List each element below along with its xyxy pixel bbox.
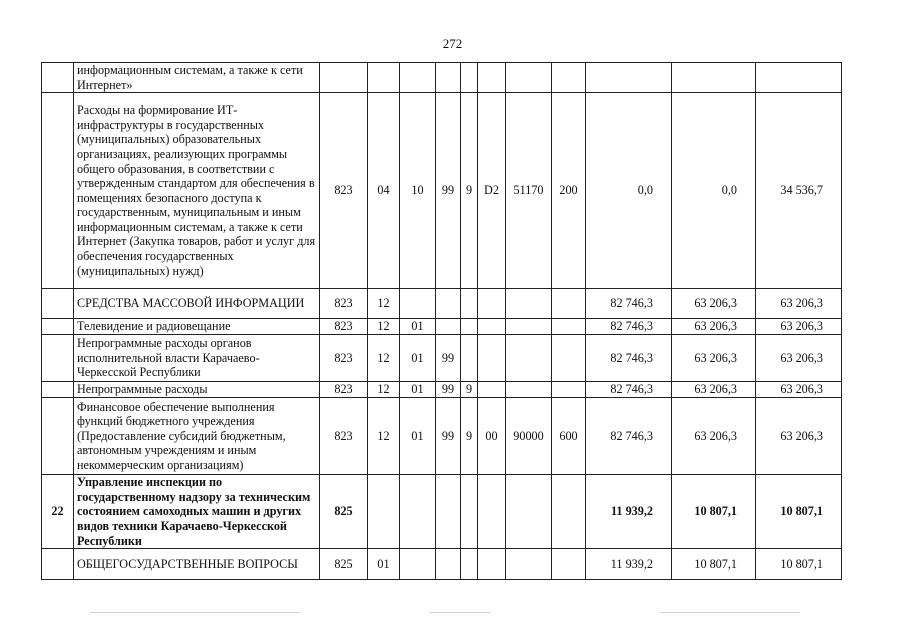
target-article-part-2 [461,63,478,93]
target-article-part-3: D2 [478,93,506,289]
subsection-code: 01 [400,398,436,475]
amount-year-1: 11 939,2 [586,549,672,580]
grbs-code: 825 [320,475,368,549]
target-article-part-2 [461,335,478,382]
target-article-part-1 [436,319,461,335]
amount-year-1: 0,0 [586,93,672,289]
amount-year-2 [672,63,756,93]
target-article-part-1 [436,63,461,93]
table-row [42,93,842,289]
table-body [42,63,842,580]
table-row [42,63,842,93]
amount-year-1: 82 746,3 [586,319,672,335]
target-article-part-1 [436,549,461,580]
target-article-part-3 [478,63,506,93]
grbs-code: 825 [320,549,368,580]
row-name: ОБЩЕГОСУДАРСТВЕННЫЕ ВОПРОСЫ [74,549,320,580]
amount-year-1: 82 746,3 [586,289,672,319]
target-article-part-4 [506,382,552,398]
expense-type-code: 600 [552,398,586,475]
amount-year-2: 63 206,3 [672,335,756,382]
target-article-part-4 [506,335,552,382]
row-number [42,335,74,382]
section-code: 12 [368,335,400,382]
scan-line [430,612,490,613]
row-name: Телевидение и радиовещание [74,319,320,335]
section-code: 01 [368,549,400,580]
amount-year-2: 63 206,3 [672,382,756,398]
grbs-code: 823 [320,319,368,335]
target-article-part-2 [461,549,478,580]
target-article-part-3 [478,475,506,549]
target-article-part-4: 51170 [506,93,552,289]
subsection-code [400,63,436,93]
table-row [42,335,842,382]
amount-year-3: 63 206,3 [756,398,842,475]
section-code: 12 [368,382,400,398]
grbs-code [320,63,368,93]
row-name: информационным системам, а также к сети Интернет» [74,63,320,93]
amount-year-3: 10 807,1 [756,549,842,580]
table-row [42,475,842,549]
section-code: 12 [368,319,400,335]
target-article-part-2: 9 [461,93,478,289]
target-article-part-3 [478,382,506,398]
target-article-part-1: 99 [436,398,461,475]
scan-line [90,612,300,613]
row-number: 22 [42,475,74,549]
target-article-part-3 [478,335,506,382]
target-article-part-3: 00 [478,398,506,475]
subsection-code [400,289,436,319]
amount-year-3: 63 206,3 [756,382,842,398]
target-article-part-3 [478,289,506,319]
row-name: Непрограммные расходы органов исполнительной власти Карачаево-Черкесской Республики [74,335,320,382]
budget-table [41,62,842,580]
amount-year-2: 0,0 [672,93,756,289]
row-number [42,382,74,398]
target-article-part-4 [506,475,552,549]
amount-year-1: 11 939,2 [586,475,672,549]
row-name: СРЕДСТВА МАССОВОЙ ИНФОРМАЦИИ [74,289,320,319]
row-number [42,63,74,93]
target-article-part-4 [506,319,552,335]
amount-year-1: 82 746,3 [586,335,672,382]
subsection-code [400,475,436,549]
grbs-code: 823 [320,398,368,475]
expense-type-code [552,475,586,549]
amount-year-1: 82 746,3 [586,398,672,475]
row-name: Финансовое обеспечение выполнения функций бюджетного учреждения (Предоставление субсидий бюджетным, автономным учреждениям и иным некоммерческим организациям) [74,398,320,475]
section-code: 04 [368,93,400,289]
table-row [42,382,842,398]
target-article-part-2: 9 [461,398,478,475]
amount-year-1: 82 746,3 [586,382,672,398]
target-article-part-2: 9 [461,382,478,398]
target-article-part-4 [506,63,552,93]
subsection-code: 10 [400,93,436,289]
row-number [42,93,74,289]
grbs-code: 823 [320,335,368,382]
target-article-part-2 [461,289,478,319]
amount-year-3: 63 206,3 [756,289,842,319]
section-code [368,63,400,93]
section-code: 12 [368,289,400,319]
expense-type-code [552,319,586,335]
amount-year-3 [756,63,842,93]
amount-year-3: 63 206,3 [756,319,842,335]
grbs-code: 823 [320,382,368,398]
amount-year-2: 63 206,3 [672,398,756,475]
target-article-part-1: 99 [436,93,461,289]
row-name: Непрограммные расходы [74,382,320,398]
target-article-part-1 [436,289,461,319]
expense-type-code [552,63,586,93]
table-row [42,319,842,335]
grbs-code: 823 [320,289,368,319]
section-code: 12 [368,398,400,475]
amount-year-3: 34 536,7 [756,93,842,289]
amount-year-2: 63 206,3 [672,319,756,335]
row-number [42,398,74,475]
subsection-code: 01 [400,335,436,382]
amount-year-3: 10 807,1 [756,475,842,549]
row-name: Расходы на формирование ИТ-инфраструктуры в государственных (муниципальных) образовательных организациях, реализующих программы общего образования, в соответствии с утвержденным стандартом для обеспечения в помещениях безопасного доступа к государственным, муниципальным и иным информационным системам, а также к сети Интернет (Закупка товаров, работ и услуг для обеспечения государственных (муниципальных) нужд) [74,93,320,289]
scan-line [660,612,800,613]
amount-year-2: 63 206,3 [672,289,756,319]
target-article-part-2 [461,475,478,549]
target-article-part-1 [436,475,461,549]
amount-year-3: 63 206,3 [756,335,842,382]
table-row [42,549,842,580]
target-article-part-3 [478,549,506,580]
target-article-part-4 [506,549,552,580]
subsection-code [400,549,436,580]
row-name: Управление инспекции по государственному надзору за техническим состоянием самоходных машин и других видов техники Карачаево-Черкесской Республики [74,475,320,549]
target-article-part-2 [461,319,478,335]
expense-type-code: 200 [552,93,586,289]
amount-year-2: 10 807,1 [672,475,756,549]
grbs-code: 823 [320,93,368,289]
expense-type-code [552,549,586,580]
expense-type-code [552,335,586,382]
table-row [42,289,842,319]
target-article-part-4: 90000 [506,398,552,475]
target-article-part-1: 99 [436,382,461,398]
section-code [368,475,400,549]
expense-type-code [552,382,586,398]
amount-year-2: 10 807,1 [672,549,756,580]
row-number [42,319,74,335]
target-article-part-1: 99 [436,335,461,382]
subsection-code: 01 [400,382,436,398]
subsection-code: 01 [400,319,436,335]
target-article-part-3 [478,319,506,335]
page-number: 272 [442,36,463,51]
target-article-part-4 [506,289,552,319]
table-row [42,398,842,475]
row-number [42,549,74,580]
expense-type-code [552,289,586,319]
row-number [42,289,74,319]
amount-year-1 [586,63,672,93]
